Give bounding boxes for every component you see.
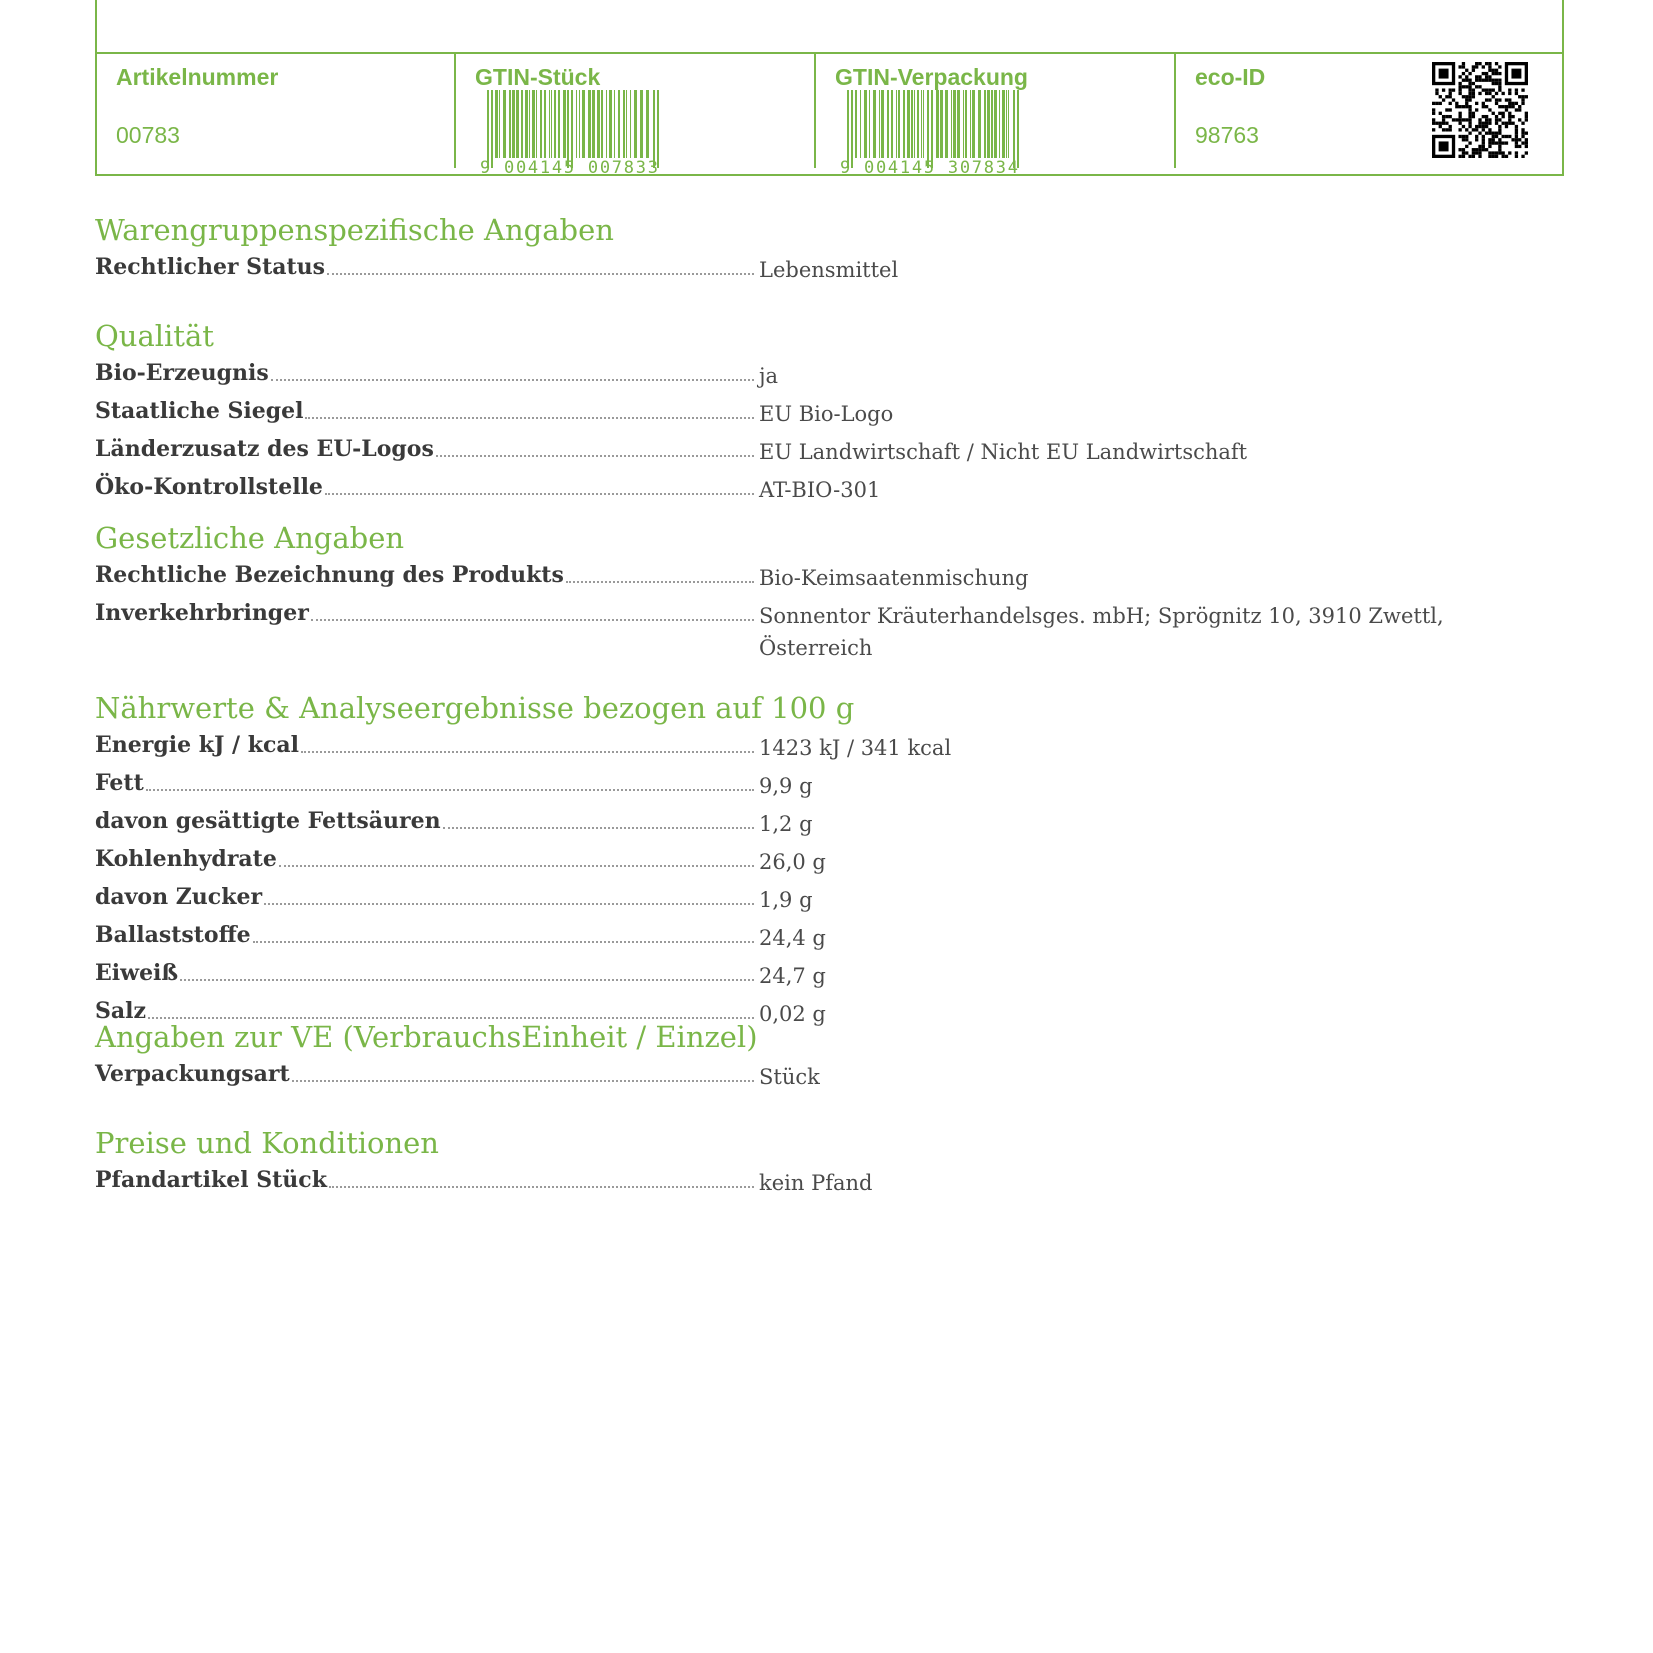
spec-value: Lebensmittel: [759, 258, 899, 282]
spec-label: Länderzusatz des EU-Logos: [95, 436, 434, 462]
spec-row: [95, 594, 1555, 664]
spec-value: kein Pfand: [759, 1171, 873, 1195]
gtin-package-label: GTIN-Verpackung: [835, 64, 1028, 90]
spec-row: [95, 354, 1555, 392]
gtin-piece-label: GTIN-Stück: [475, 64, 601, 90]
section-title: Angaben zur VE (VerbrauchsEinheit / Einzel): [95, 1020, 758, 1054]
spec-value: Sonnentor Kräuterhandelsges. mbH; Sprögnitz 10, 3910 Zwettl, Österreich: [759, 604, 1444, 660]
spec-label: Kohlenhydrate: [95, 846, 277, 872]
eco-id-cell: [1176, 54, 1562, 174]
article-number-value: 00783: [116, 122, 180, 148]
product-header-table: [95, 0, 1564, 176]
spec-row: [95, 764, 1555, 802]
spec-row: [95, 392, 1555, 430]
spec-label: Ballaststoffe: [95, 922, 251, 948]
spec-label: Inverkehrbringer: [95, 600, 309, 626]
spec-row: [95, 1161, 1555, 1199]
spec-label: Eiweiß: [95, 960, 179, 986]
gtin-piece-cell: [456, 54, 816, 174]
product-id-row: [97, 52, 1562, 174]
spec-value: 1,2 g: [759, 812, 813, 836]
spec-label: davon gesättigte Fettsäuren: [95, 808, 441, 834]
section-qualitaet: [95, 318, 1555, 506]
gtin-package-cell: [816, 54, 1176, 174]
article-number-cell: [97, 54, 456, 174]
spec-value: EU Landwirtschaft / Nicht EU Landwirtschaft: [759, 440, 1248, 464]
spec-value: Bio-Keimsaatenmischung: [759, 566, 1029, 590]
section-ve-angaben: [95, 1019, 1555, 1093]
section-title: Qualität: [95, 319, 214, 353]
spec-row: [95, 726, 1555, 764]
spec-row: [95, 878, 1555, 916]
barcode-digits: 9 004145 007833: [480, 158, 658, 175]
spec-label: Verpackungsart: [95, 1061, 290, 1087]
section-naehrwerte: [95, 690, 1555, 1030]
spec-value: 26,0 g: [759, 850, 826, 874]
gtin-package-barcode: [838, 90, 1028, 175]
spec-label: davon Zucker: [95, 884, 263, 910]
spec-value: Stück: [759, 1065, 820, 1089]
spec-label: Pfandartikel Stück: [95, 1167, 327, 1193]
spec-row: [95, 556, 1555, 594]
gtin-piece-barcode: [478, 90, 668, 175]
qr-code-icon: [1432, 62, 1528, 158]
spec-value: 0,02 g: [759, 1002, 826, 1026]
spec-label: Rechtliche Bezeichnung des Produkts: [95, 562, 564, 588]
spec-row: [95, 802, 1555, 840]
section-title: Preise und Konditionen: [95, 1126, 439, 1160]
spec-label: Öko-Kontrollstelle: [95, 474, 323, 500]
spec-value: 1423 kJ / 341 kcal: [759, 736, 952, 760]
spec-value: 9,9 g: [759, 774, 813, 798]
section-title: Warengruppenspezifische Angaben: [95, 213, 614, 247]
spec-row: [95, 1055, 1555, 1093]
spec-value: ja: [759, 364, 779, 388]
spec-value: AT-BIO-301: [759, 478, 881, 502]
section-gesetzliche-angaben: [95, 520, 1555, 664]
barcode-digits: 9 004145 307834: [840, 158, 1018, 175]
section-warengruppe: [95, 212, 1555, 286]
spec-label: Bio-Erzeugnis: [95, 360, 269, 386]
spec-row: [95, 916, 1555, 954]
spec-label: Rechtlicher Status: [95, 254, 326, 280]
spec-label: Staatliche Siegel: [95, 398, 304, 424]
spec-value: 24,7 g: [759, 964, 826, 988]
eco-id-label: eco-ID: [1195, 64, 1266, 90]
section-title: Nährwerte & Analyseergebnisse bezogen auf 100 g: [95, 691, 855, 725]
spec-row: [95, 430, 1555, 468]
spec-row: [95, 468, 1555, 506]
spec-value: 1,9 g: [759, 888, 813, 912]
spec-label: Fett: [95, 770, 144, 796]
spec-row: [95, 840, 1555, 878]
section-title: Gesetzliche Angaben: [95, 521, 405, 555]
section-preise-konditionen: [95, 1125, 1555, 1199]
spec-label: Salz: [95, 998, 146, 1024]
spec-row: [95, 248, 1555, 286]
article-number-label: Artikelnummer: [116, 64, 279, 90]
spec-label: Energie kJ / kcal: [95, 732, 300, 758]
spec-row: [95, 954, 1555, 992]
eco-id-value: 98763: [1195, 122, 1259, 148]
spec-value: 24,4 g: [759, 926, 826, 950]
spec-value: EU Bio-Logo: [759, 402, 894, 426]
